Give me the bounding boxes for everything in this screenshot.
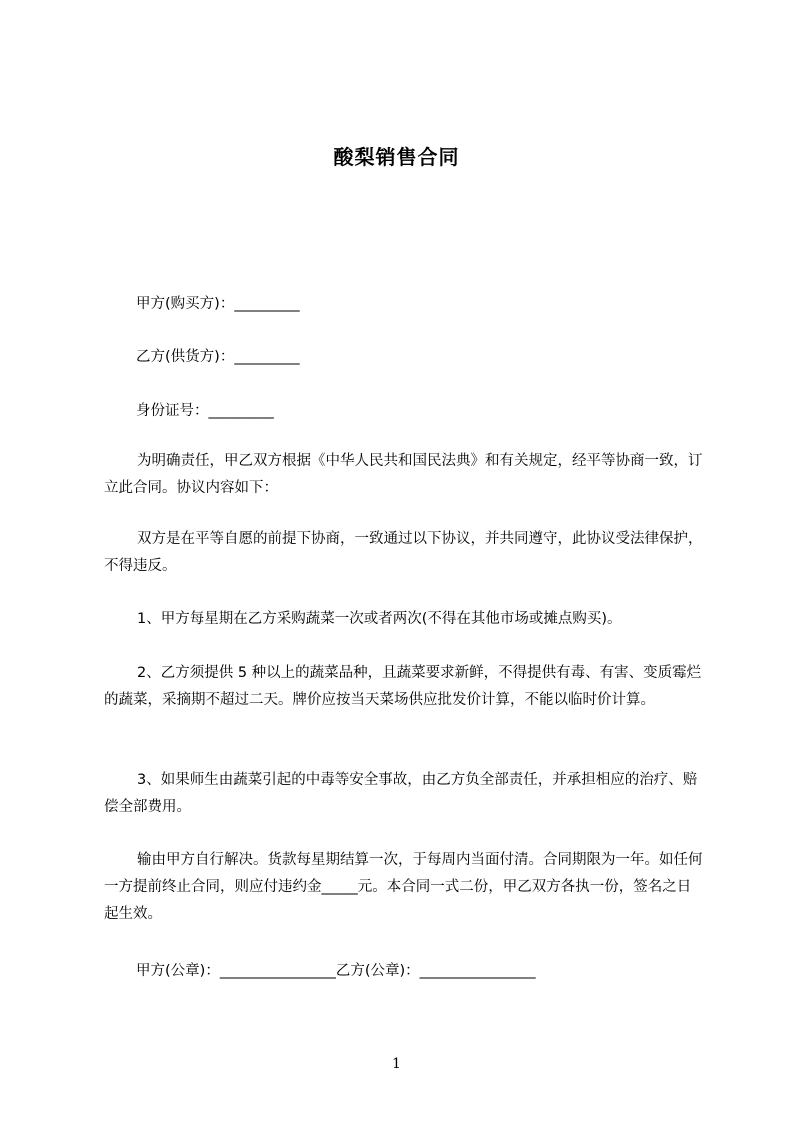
page-number: 1 — [392, 1056, 401, 1072]
intro-paragraph — [104, 448, 704, 502]
clause-2-paragraph — [104, 660, 704, 714]
payment-paragraph — [104, 847, 704, 928]
document-title: 酸梨销售合同 — [333, 145, 460, 169]
clause-3-text: 3、如果师生由蔬菜引起的中毒等安全事故，由乙方负全部责任，并承担相应的治疗、赔偿全部费用。 — [104, 772, 698, 815]
clause-1-paragraph — [104, 606, 704, 633]
clause-1-text: 1、甲方每星期在乙方采购蔬菜一次或者两次(不得在其他市场或摊点购买)。 — [137, 611, 622, 627]
signature-line: 甲方(公章)：________________乙方(公章)：________________ — [136, 963, 536, 979]
payment-text: 输由甲方自行解决。货款每星期结算一次，于每周内当面付清。合同期限为一年。如任何一方提前终止合同，则应付违约金_____元。本合同一式二份，甲乙双方各执一份，签名之日起生效。 — [104, 852, 703, 922]
clause-2-text: 2、乙方须提供 5 种以上的蔬菜品种，且蔬菜要求新鲜，不得提供有毒、有害、变质霉烂的蔬菜，采摘期不超过二天。牌价应按当天菜场供应批发价计算，不能以临时价计算。 — [104, 665, 702, 708]
principle-paragraph — [104, 526, 704, 580]
party-b-line: 乙方(供货方)：_________ — [136, 349, 300, 365]
party-a-line: 甲方(购买方)：_________ — [136, 296, 300, 312]
intro-text: 为明确责任，甲乙双方根据《中华人民共和国民法典》和有关规定，经平等协商一致，订立此合同。协议内容如下： — [104, 453, 703, 496]
principle-text: 双方是在平等自愿的前提下协商，一致通过以下协议，并共同遵守，此协议受法律保护，不得违反。 — [104, 531, 703, 574]
id-number-line: 身份证号：_________ — [136, 403, 274, 419]
clause-3-paragraph — [104, 767, 704, 821]
